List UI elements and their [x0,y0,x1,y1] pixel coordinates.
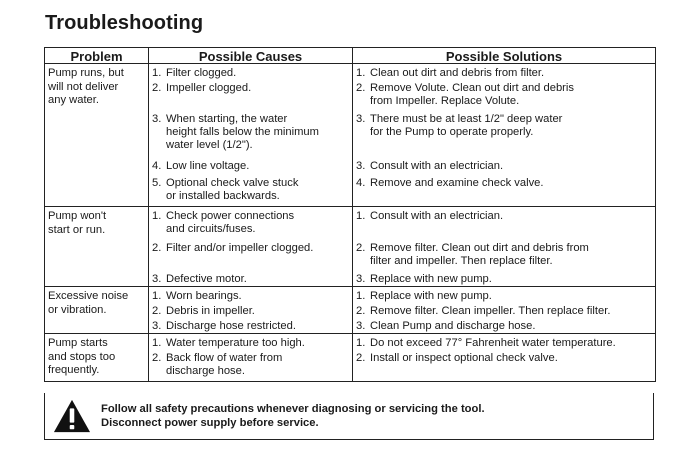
cause-item [152,177,298,203]
item-text-line: for the Pump to operate properly. [370,126,534,138]
header-solutions: Possible Solutions [353,48,656,64]
item-text-line: from Impeller. Replace Volute. [370,95,520,107]
item-number: 1. [356,67,366,79]
table-row [45,334,656,382]
solution-item [356,305,610,318]
item-text-line: When starting, the water [166,113,288,125]
item-text-line: Check power connections [166,210,295,222]
warning-line-1: Follow all safety precautions whenever diagnosing or servicing the tool. [101,403,485,415]
item-text-line: Low line voltage. [166,160,250,172]
item-text-line: Water temperature too high. [166,337,305,349]
cause-item [152,305,255,318]
problem-cell [45,207,149,287]
item-text-line: Remove filter. Clean out dirt and debris from [370,242,589,254]
item-number: 4. [152,160,162,172]
causes-list [152,67,349,204]
solution-item [356,242,589,268]
header-problem: Problem [45,48,149,64]
item-text-line: Clean Pump and discharge hose. [370,320,536,332]
warning-line-2: Disconnect power supply before service. [101,417,319,429]
item-text-line: Clean out dirt and debris from filter. [370,67,545,79]
solutions-cell [353,334,656,382]
table-row [45,207,656,287]
page-title: Troubleshooting [45,12,204,34]
problem-cell [45,287,149,334]
cause-item [152,290,242,303]
problem-line: Pump won't [48,210,107,222]
solution-item [356,273,492,286]
item-text-line: filter and impeller. Then replace filter. [370,255,553,267]
solutions-cell [353,64,656,207]
item-number: 2. [356,352,366,364]
item-text-line: Filter and/or impeller clogged. [166,242,314,254]
warning-text [101,402,485,430]
cause-item [152,160,249,173]
item-text-line: Remove filter. Clean impeller. Then replace filter. [370,305,611,317]
item-text-line: or installed backwards. [166,190,280,202]
header-causes: Possible Causes [149,48,353,64]
cause-item [152,82,251,95]
item-text-line: Optional check valve stuck [166,177,299,189]
item-number: 1. [152,337,162,349]
item-text-line: Remove and examine check valve. [370,177,544,189]
solution-item [356,352,558,365]
item-number: 1. [356,337,366,349]
item-number: 2. [152,82,162,94]
solutions-list [356,290,652,331]
item-number: 3. [152,273,162,285]
table-header-row [45,48,656,64]
causes-cell [149,64,353,207]
causes-cell [149,287,353,334]
item-text-line: Replace with new pump. [370,273,492,285]
problem-line: Pump runs, but [48,67,124,79]
solution-item [356,177,544,190]
problem-line: Pump starts [48,337,108,349]
solution-item [356,210,503,223]
safety-warning [44,393,654,440]
solutions-list [356,67,652,204]
problem-line: frequently. [48,364,100,377]
solution-item [356,320,535,333]
causes-cell [149,207,353,287]
item-number: 3. [356,320,366,332]
cause-item [152,67,236,80]
item-text-line: Debris in impeller. [166,305,255,317]
item-text-line: Do not exceed 77° Fahrenheit water temperature. [370,337,616,349]
solutions-cell [353,287,656,334]
item-text-line: Discharge hose restricted. [166,320,296,332]
item-number: 2. [356,305,366,317]
item-text-line: discharge hose. [166,365,245,377]
item-text-line: Back flow of water from [166,352,283,364]
item-number: 2. [356,242,366,254]
solutions-cell [353,207,656,287]
causes-list [152,290,349,331]
item-number: 2. [152,352,162,364]
troubleshooting-table [44,47,656,382]
item-number: 2. [356,82,366,94]
solution-item [356,82,574,108]
item-number: 1. [152,210,162,222]
problem-cell [45,64,149,207]
cause-item [152,242,313,255]
item-text-line: water level (1/2"). [166,139,253,151]
item-number: 5. [152,177,162,189]
solution-item [356,337,616,350]
causes-cell [149,334,353,382]
table-row [45,64,656,207]
item-number: 1. [152,290,162,302]
item-text-line: Replace with new pump. [370,290,492,302]
solutions-list [356,210,652,284]
item-number: 1. [356,290,366,302]
item-number: 3. [152,320,162,332]
item-text-line: There must be at least 1/2" deep water [370,113,563,125]
cause-item [152,320,296,333]
item-text-line: Filter clogged. [166,67,237,79]
item-number: 4. [356,177,366,189]
item-number: 1. [356,210,366,222]
problem-line: or vibration. [48,303,107,316]
problem-line: start or run. [48,223,106,236]
cause-item [152,113,319,152]
solution-item [356,67,544,80]
solution-item [356,113,562,139]
item-number: 2. [152,305,162,317]
item-number: 3. [356,273,366,285]
item-number: 3. [356,113,366,125]
item-text-line: Remove Volute. Clean out dirt and debris [370,82,574,94]
item-text-line: Impeller clogged. [166,82,252,94]
problem-line: will not deliver [48,80,119,93]
table-body [45,64,656,382]
solutions-list [356,337,652,379]
cause-item [152,352,282,378]
causes-list [152,337,349,379]
item-number: 2. [152,242,162,254]
item-text-line: Consult with an electrician. [370,160,504,172]
problem-cell [45,334,149,382]
cause-item [152,337,305,350]
item-number: 3. [356,160,366,172]
item-text-line: Worn bearings. [166,290,242,302]
table-row [45,287,656,334]
problem-line: any water. [48,94,99,107]
solution-item [356,160,503,173]
item-number: 1. [152,67,162,79]
causes-list [152,210,349,284]
item-text-line: and circuits/fuses. [166,223,256,235]
item-text-line: Consult with an electrician. [370,210,504,222]
item-number: 3. [152,113,162,125]
problem-line: Excessive noise [48,290,129,302]
warning-triangle-icon [53,398,91,434]
cause-item [152,210,294,236]
solution-item [356,290,492,303]
problem-line: and stops too [48,350,116,363]
item-text-line: Install or inspect optional check valve. [370,352,558,364]
cause-item [152,273,247,286]
item-text-line: Defective motor. [166,273,247,285]
item-text-line: height falls below the minimum [166,126,319,138]
